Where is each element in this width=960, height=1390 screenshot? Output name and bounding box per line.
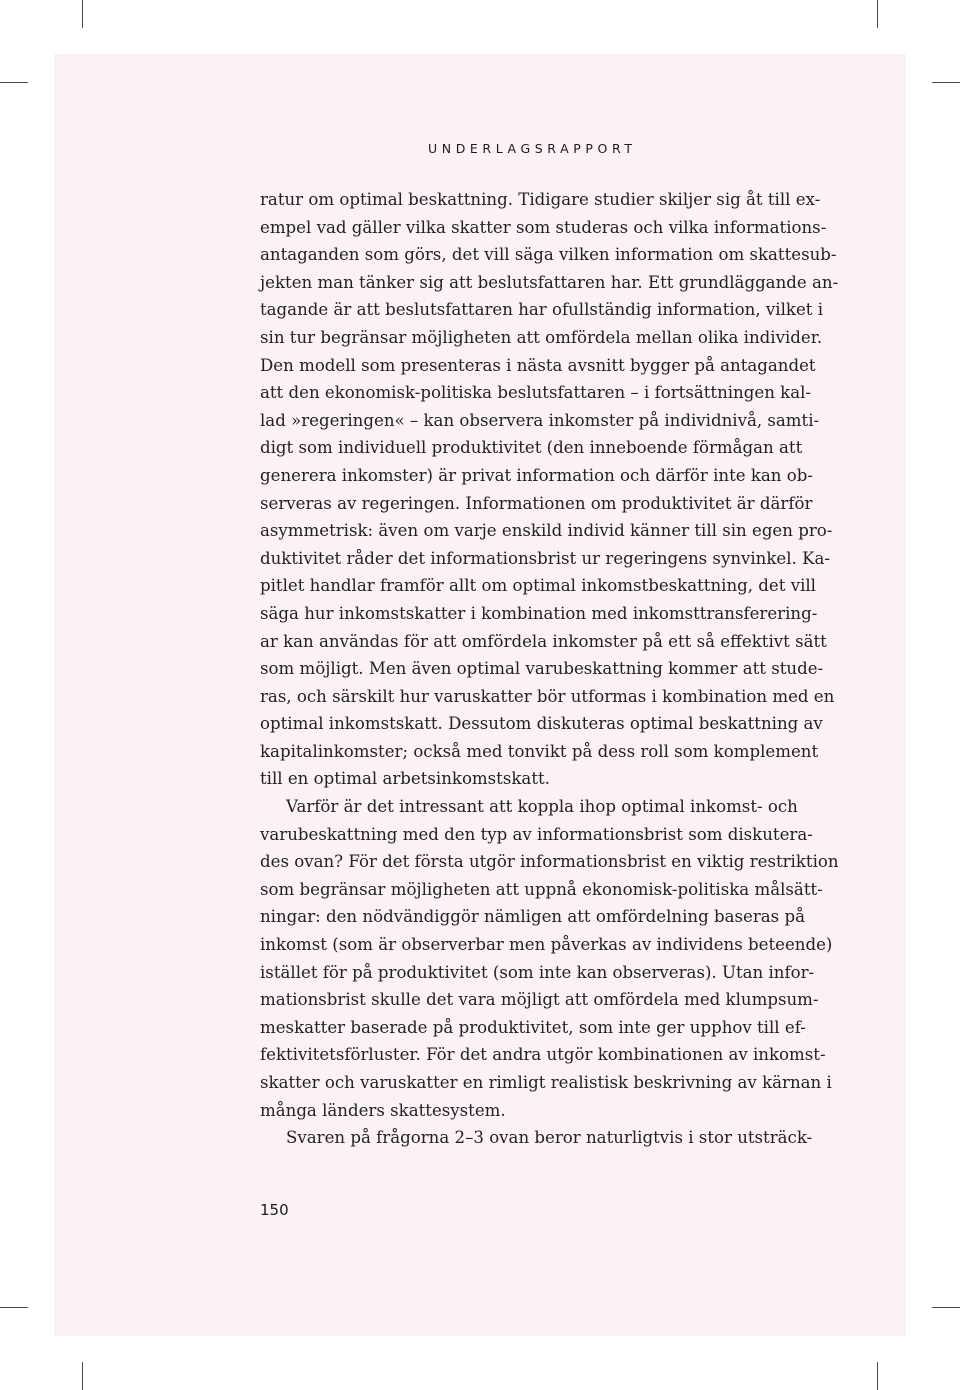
text-line: Den modell som presenteras i nästa avsnitt bygger på antagandet (260, 355, 816, 375)
text-line: ratur om optimal beskattning. Tidigare studier skiljer sig åt till ex- (260, 190, 821, 209)
body-text (260, 186, 839, 1152)
text-line: tagande är att beslutsfattaren har ofullständig information, vilket i (260, 300, 824, 320)
text-line: ras, och särskilt hur varuskatter bör utformas i kombination med en (260, 686, 835, 706)
text-line: pitlet handlar framför allt om optimal inkomstbeskattning, det vill (260, 576, 816, 596)
crop-mark (932, 1307, 960, 1308)
crop-mark (0, 1307, 28, 1308)
text-line: många länders skattesystem. (260, 1100, 506, 1120)
text-line: mationsbrist skulle det vara möjligt att omfördela med klumpsum- (260, 990, 819, 1010)
crop-mark (877, 0, 878, 28)
text-line: sin tur begränsar möjligheten att omfördela mellan olika individer. (260, 327, 823, 347)
text-line: som möjligt. Men även optimal varubeskattning kommer att stude- (260, 659, 824, 679)
text-line: lad »regeringen« – kan observera inkomster på individnivå, samti- (260, 410, 820, 430)
text-line: fektivitetsförluster. För det andra utgör kombinationen av inkomst- (260, 1045, 826, 1065)
text-line: till en optimal arbetsinkomstskatt. (260, 769, 550, 789)
text-line: Svaren på frågorna 2–3 ovan beror naturligtvis i stor utsträck- (286, 1128, 813, 1148)
text-line: meskatter baserade på produktivitet, som inte ger upphov till ef- (260, 1017, 806, 1037)
crop-mark (82, 0, 83, 28)
text-line: duktivitet råder det informationsbrist ur regeringens synvinkel. Ka- (260, 548, 830, 568)
text-line: serveras av regeringen. Informationen om produktivitet är därför (260, 493, 813, 513)
text-line: jekten man tänker sig att beslutsfattaren har. Ett grundläggande an- (260, 272, 839, 292)
text-line: ar kan användas för att omfördela inkomster på ett så effektivt sätt (260, 631, 827, 651)
text-line: varubeskattning med den typ av informationsbrist som diskutera- (260, 824, 813, 844)
text-line: att den ekonomisk-politiska beslutsfattaren – i fortsättningen kal- (260, 383, 812, 403)
text-line: digt som individuell produktivitet (den inneboende förmågan att (260, 438, 803, 458)
text-line: kapitalinkomster; också med tonvikt på dess roll som komplement (260, 741, 819, 761)
text-line: istället för på produktivitet (som inte kan observeras). Utan infor- (260, 962, 815, 982)
text-line: optimal inkomstskatt. Dessutom diskuteras optimal beskattning av (260, 714, 823, 734)
running-header: UNDERLAGSRAPPORT (428, 141, 637, 156)
text-line: antaganden som görs, det vill säga vilken information om skattesub- (260, 245, 837, 265)
text-line: inkomst (som är observerbar men påverkas av individens beteende) (260, 935, 833, 955)
text-line: empel vad gäller vilka skatter som studeras och vilka informations- (260, 217, 827, 237)
crop-mark (82, 1362, 83, 1390)
text-line: ningar: den nödvändiggör nämligen att omfördelning baseras på (260, 907, 805, 927)
crop-mark (932, 82, 960, 83)
crop-mark (877, 1362, 878, 1390)
text-line: som begränsar möjligheten att uppnå ekonomisk-politiska målsätt- (260, 879, 823, 899)
text-line: des ovan? För det första utgör informationsbrist en viktig restriktion (260, 852, 839, 872)
text-line: generera inkomster) är privat information och därför inte kan ob- (260, 465, 813, 485)
text-line: skatter och varuskatter en rimligt realistisk beskrivning av kärnan i (260, 1073, 832, 1092)
text-line: säga hur inkomstskatter i kombination med inkomsttransferering- (260, 603, 818, 623)
text-line: asymmetrisk: även om varje enskild individ känner till sin egen pro- (260, 521, 833, 541)
page-number: 150 (260, 1201, 289, 1219)
text-line: Varför är det intressant att koppla ihop optimal inkomst- och (286, 797, 798, 817)
crop-mark (0, 82, 28, 83)
